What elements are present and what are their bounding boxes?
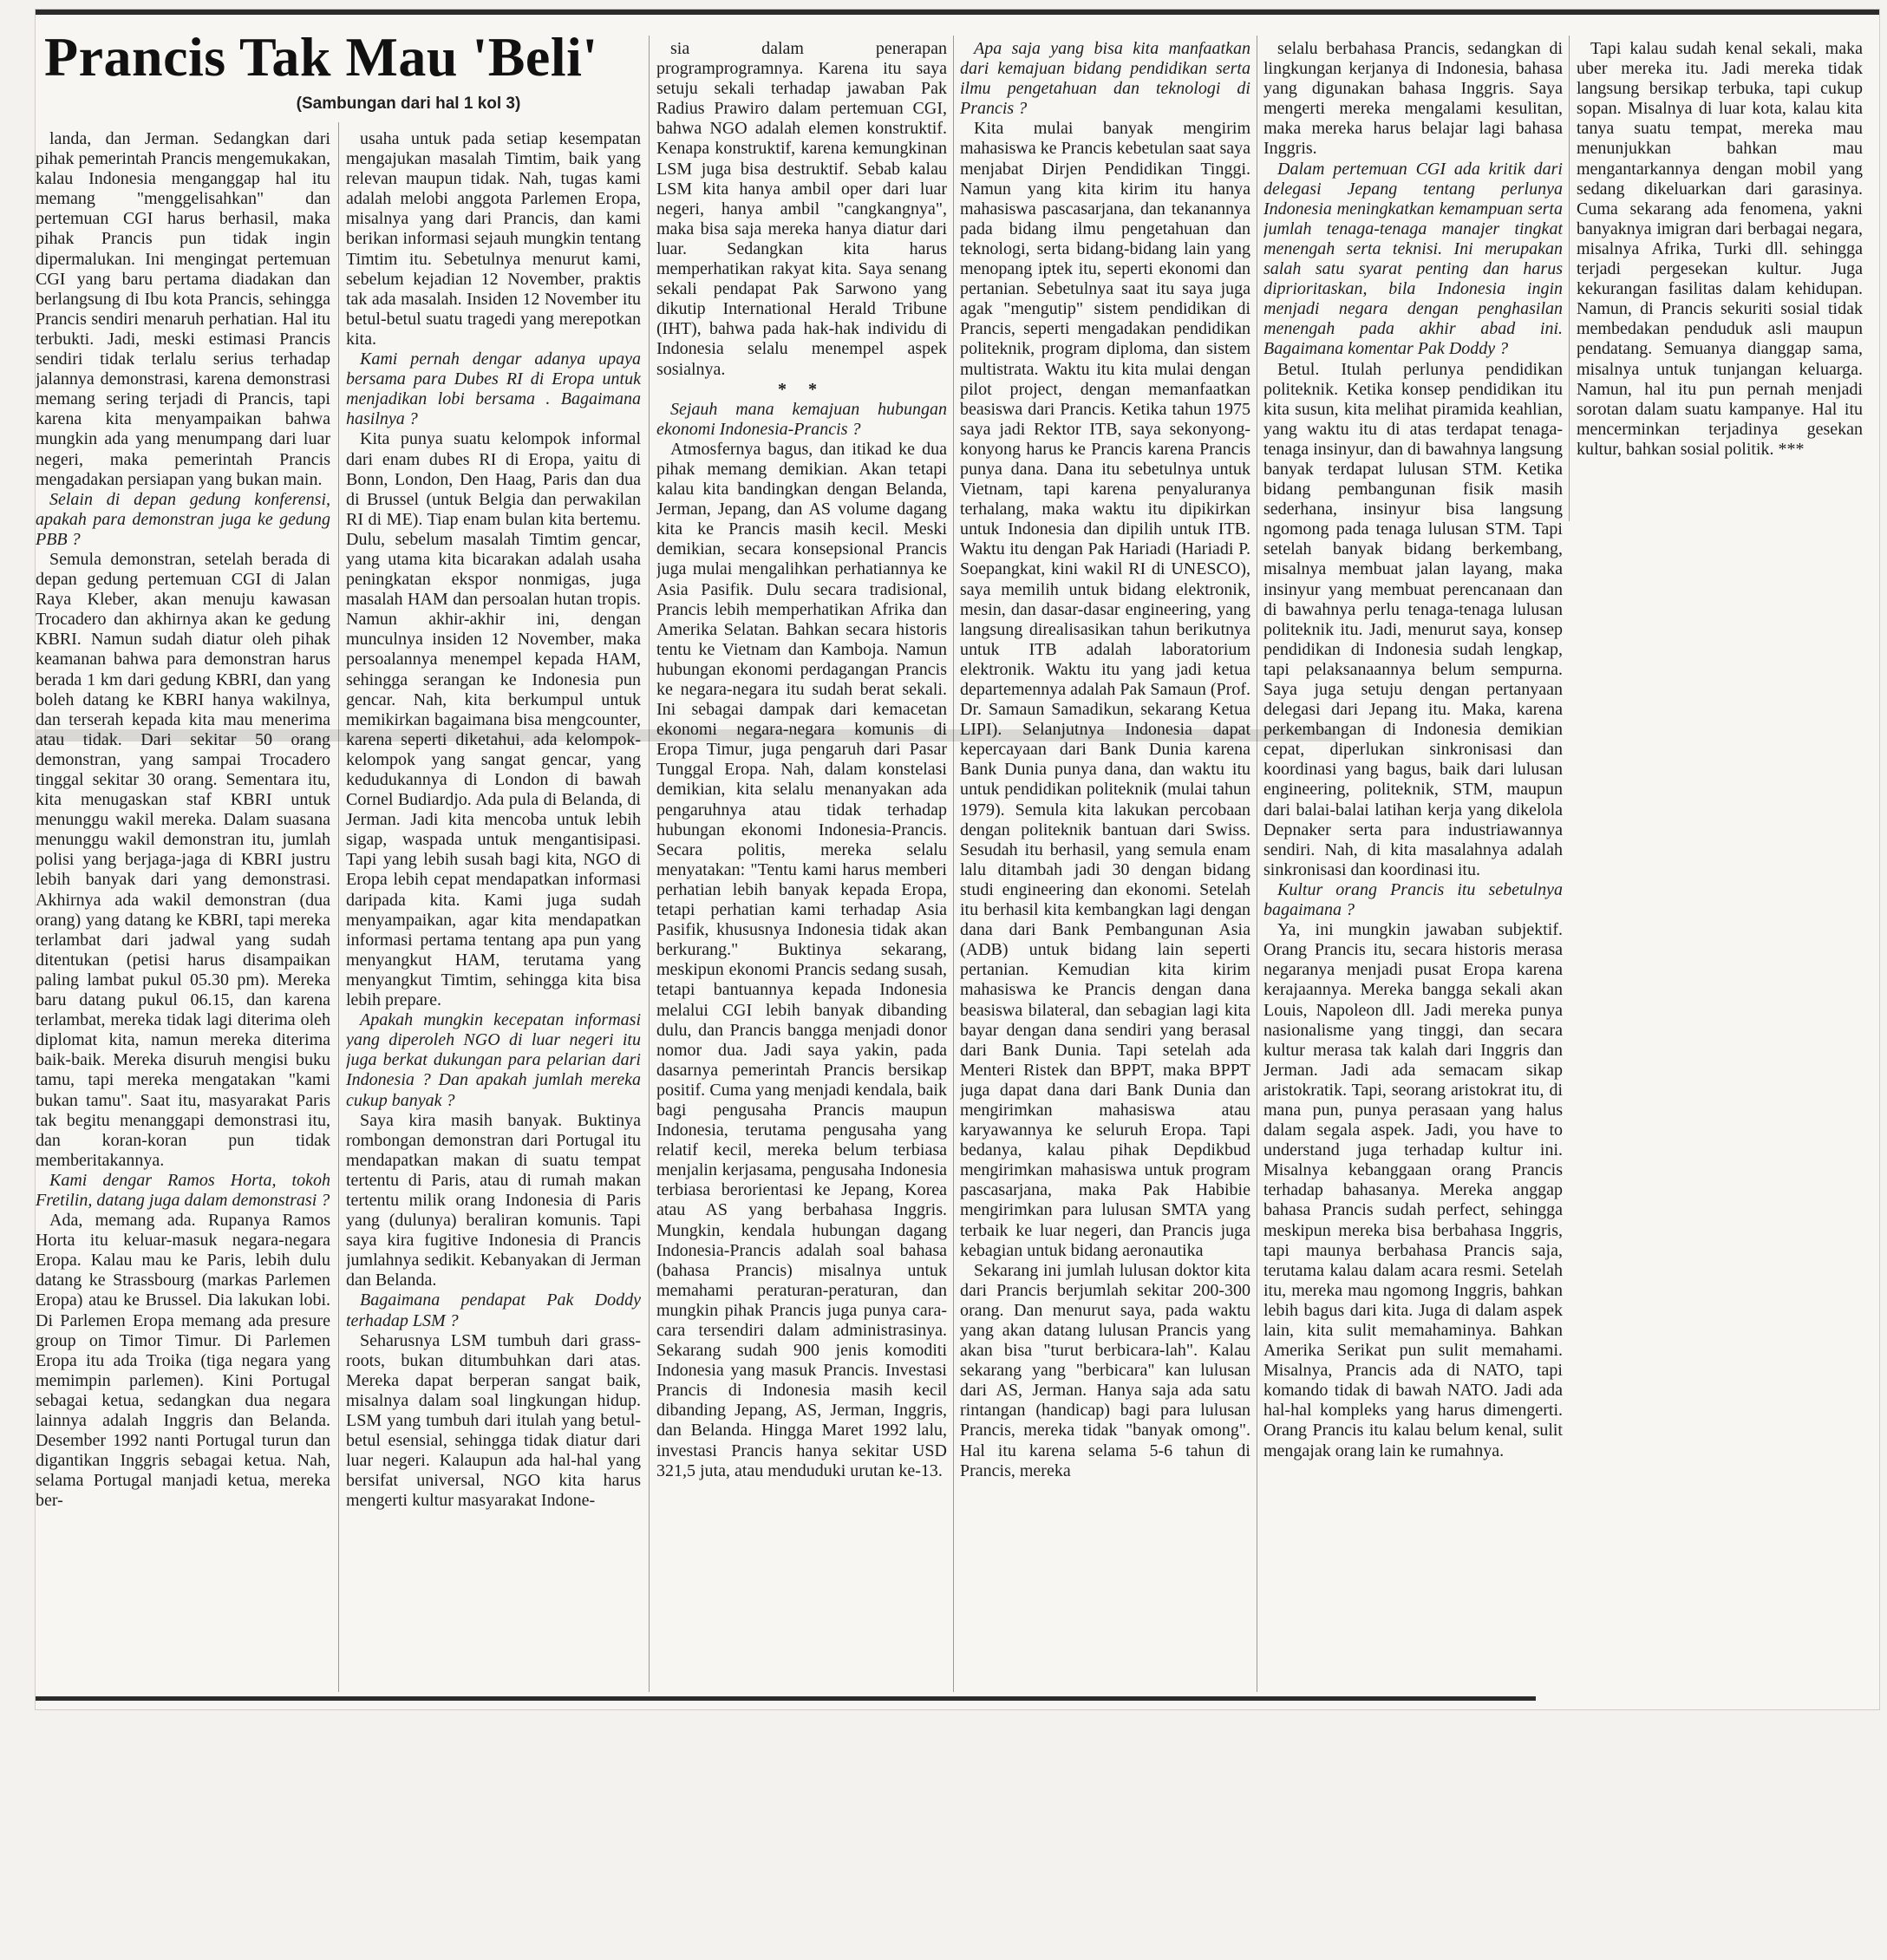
paragraph: sia dalam penerapan programprogramnya. Karena itu saya setuju sekali terhadap jawaban Pak Radius Prawiro dalam pertemuan CGI, bahwa NGO adalah elemen konstruktif. Kenapa konstruktif, karena kemungkinan LSM juga bisa destruktif. Sebab kalau LSM kita hanya ambil oper dari luar negeri, hanya ambil "cangkangnya", maka bisa saja mereka hanya diatur dari luar. Sedangkan kita harus memperhatikan rakyat kita. Saya senang sekali pendapat Pak Sarwono yang dikutip International Herald Tribune (IHT), bahwa pada hak-hak individu di Indonesia selalu menempel aspek sosialnya. — [656, 39, 947, 379]
paragraph: Kita punya suatu kelompok informal dari enam dubes RI di Eropa, yaitu di Bonn, London, Den Haag, Paris dan dua di Brussel (untuk Belgia dan perwakilan RI di ME). Tiap enam bulan kita bertemu. Dulu, sebelum masalah Timtim gencar, yang utama kita bicarakan adalah usaha peningkatan ekspor nonmigas, juga masalah HAM dan persoalan hutan tropis. Namun akhir-akhir ini, dengan munculnya insiden 12 November, maka persoalannya menempel kepada HAM, sehingga serangan ke Indonesia pun gencar. Nah, kita berkumpul untuk memikirkan bagaimana bisa mengcounter, karena seperti diketahui, ada kelompok-kelompok yang sangat gencar, yang kedudukannya di London di bawah Cornel Budiardjo. Ada pula di Belanda, di Jerman. Jadi kita mencoba untuk lebih sigap, waspada untuk mengantisipasi. Tapi yang lebih susah bagi kita, NGO di Eropa lebih cepat mendapatkan informasi daripada kita. Kami juga sudah menyampaikan, agar kita mendapatkan informasi pertama tentang apa pun yang menyangkut HAM, terutama yang menyangkut Timtim, sehingga kita bisa lebih prepare. — [346, 429, 641, 1010]
paragraph: Seharusnya LSM tumbuh dari grass-roots, bukan ditumbuhkan dari atas. Mereka dapat berperan sangat baik, misalnya dalam soal lingkungan hidup. LSM yang tumbuh dari itulah yang betul-betul esensial, sehingga tidak diatur dari luar negeri. Kalaupun ada hal-hal yang bersifat universal, NGO kita harus mengerti kultur masyarakat Indone- — [346, 1330, 641, 1511]
headline: Prancis Tak Mau 'Beli' — [44, 26, 598, 88]
paragraph: Ya, ini mungkin jawaban subjektif. Orang Prancis itu, secara historis merasa negaranya menjadi pusat Eropa karena kerajaannya. Mereka bangga sekali akan Louis, Napoleon dll. Jadi mereka punya nasionalisme yang tinggi, dan secara kultur merasa tak kalah dari Inggris dan Jerman. Jadi ada semacam sikap aristokratik. Tapi, seorang aristokrat itu, di mana pun, punya perasaan yang halus dalam segala aspek. Jadi, you have to understand juga terhadap kultur ini. Misalnya kebanggaan orang Prancis terhadap bahasanya. Mereka anggap bahasa Prancis sudah perfect, sehingga meskipun mereka bisa berbahasa Inggris, tapi maunya berbahasa Prancis saja, terutama kalau dalam acara resmi. Setelah itu, mereka mau ngomong Inggris, bahkan lebih bagus dari kita. Juga di dalam aspek lain, kita sulit memahaminya. Bahkan Amerika Serikat pun sulit memahami. Misalnya, Prancis ada di NATO, tapi komando tidak di bawah NATO. Jadi ada hal-hal kompleks yang harus dimengerti. Orang Prancis itu kalau belum kenal, sulit mengajak orang lain ke rumahnya. — [1263, 920, 1563, 1460]
article-column-5 — [1263, 39, 1563, 1691]
column-rule — [1569, 36, 1570, 521]
interview-question: Kami pernah dengar adanya upaya bersama para Dubes RI di Eropa untuk menjadikan lobi bersama . Bagaimana hasilnya ? — [346, 350, 641, 429]
paragraph: Saya kira masih banyak. Buktinya rombongan demonstran dari Portugal itu mendapatkan makan di suatu tempat tertentu di Paris, atau di rumah makan tertentu milik orang Indonesia di Paris yang (dulunya) beraliran komunis. Tapi saya kira fugitive Indonesia di Prancis jumlahnya sedikit. Kebanyakan di Jerman dan Belanda. — [346, 1110, 641, 1290]
article-column-2 — [346, 129, 641, 1690]
paragraph: Kita mulai banyak mengirim mahasiswa ke Prancis kebetulan saat saya menjabat Dirjen Pendidikan Tinggi. Namun yang kita kirim itu hanya mahasiswa pascasarjana, dan tekanannya pada bidang ilmu pengetahuan dan teknologi, serta bidang-bidang lain yang menopang iptek itu, seperti ekonomi dan pertanian. Sebetulnya saat itu saya juga agak "mengutip" sistem pendidikan di Prancis, seperti mengadakan pendidikan politeknik, program diploma, dan sistem multistrata. Waktu itu kita mulai dengan pilot project, dengan memanfaatkan beasiswa dari Prancis. Ketika tahun 1975 saya jadi Rektor ITB, saya sekonyong-konyong harus ke Prancis karena Prancis punya dana. Dana itu sebetulnya untuk Vietnam, tapi karena penyaluranya terhalang, maka waktu itu dipikirkan untuk Indonesia dan dipilih untuk ITB. Waktu itu dengan Pak Hariadi (Hariadi P. Soepangkat, kini wakil RI di UNESCO), saya memilih untuk bidang elektronik, mesin, dan dasar-dasar engineering, yang langsung direalisasikan tahun berikutnya untuk ITB adalah laboratorium elektronik. Waktu itu yang jadi ketua departemennya adalah Pak Samaun (Prof. Dr. Samaun Samadikun, sekarang Ketua LIPI). Selanjutnya Indonesia dapat kepercayaan dari Bank Dunia karena Bank Dunia punya dana, dan waktu itu untuk pendidikan politeknik (mulai tahun 1979). Semula kita lakukan percobaan dengan politeknik bantuan dari Swiss. Sesudah itu berhasil, yang semula enam lalu ditambah jadi 30 dengan bidang studi engineering dan ekonomi. Setelah itu berhasil kita kembangkan lagi dengan dana dari Bank Pembangunan Asia (ADB) untuk bidang lain seperti pertanian. Kemudian kita kirim mahasiswa ke Prancis dengan dana beasiswa bilateral, dan sebagian lagi kita bayar dengan dana sendiri yang berasal dari Bank Dunia. Tapi setelah ada Menteri Ristek dan BPPT, maka BPPT juga dapat dana dari Bank Dunia dan mengirimkan mahasiswa atau karyawannya ke seluruh Eropa. Tapi bedanya, kalau pihak Depdikbud mengirimkan mahasiswa untuk program pascasarjana, maka Pak Habibie mengirimkan para lulusan SMTA yang terbaik ke luar negeri, dan Prancis juga kebagian untuk bidang aeronautika — [960, 119, 1250, 1260]
paragraph: Atmosfernya bagus, dan itikad ke dua pihak memang demikian. Akan tetapi kalau kita bandingkan dengan Belanda, Jerman, Jepang, dan AS volume dagang kita ke Prancis masih kecil. Meski demikian, secara konsepsional Prancis juga mulai mengalihkan perhatiannya ke Asia Pasifik. Dulu secara tradisional, Prancis lebih memperhatikan Afrika dan Amerika Selatan. Bahkan secara historis tentu ke Vietnam dan Kamboja. Namun hubungan ekonomi perdagangan Prancis ke negara-negara itu sudah berat sekali. Ini sebagai dampak dari kemacetan ekonomi negara-negara komunis di Eropa Timur, juga pengaruh dari Pasar Tunggal Eropa. Nah, dalam konstelasi demikian, kita selalu menanyakan ada pengaruhnya atau tidak terhadap hubungan ekonomi Indonesia-Prancis. Secara politis, mereka selalu menyatakan: "Tentu kami harus memberi perhatian lebih banyak kepada Eropa, tetapi perhatian kami terhadap Asia Pasifik, khususnya Indonesia tidak akan berkurang." Buktinya sekarang, meskipun ekonomi Prancis sedang susah, tetapi bantuannya kepada Indonesia melalui CGI lebih banyak dibanding dulu, dan Prancis bangga menjadi donor nomor dua. Jadi saya yakin, pada dasarnya pemerintah Prancis bersikap positif. Cuma yang menjadi kendala, baik bagi pengusaha Prancis maupun Indonesia, terutama pengusaha yang relatif kecil, mereka belum terbiasa menjalin kerjasama, pengusaha Indonesia terbiasa berorientasi ke Jepang, Korea atau AS yang berbahasa Inggris. Mungkin, kendala hubungan dagang Indonesia-Prancis adalah soal bahasa (bahasa Prancis) misalnya untuk memahami peraturan-peraturan, dan mungkin pihak Prancis juga punya cara-cara tersendiri dalam administrasinya. Sekarang sudah 900 jenis komoditi Indonesia yang masuk Prancis. Investasi Prancis di Indonesia masih kecil dibanding Jepang, AS, Jerman, Inggris, dan Belanda. Hingga Maret 1992 lalu, investasi Prancis hanya sekitar USD 321,5 juta, atau menduduki urutan ke-13. — [656, 439, 947, 1480]
paragraph: Sekarang ini jumlah lulusan doktor kita dari Prancis berjumlah sekitar 200-300 orang. Dan menurut saya, pada waktu yang akan datang lulusan Prancis yang akan bisa "turut berbicara-lah". Kalau sekarang yang "berbicara" kan lulusan dari AS, Jerman. Hanya saja ada satu rintangan (handicap) bagi para lulusan Prancis, mereka tidak "banyak omong". Hal itu karena selama 5-6 tahun di Prancis, mereka — [960, 1260, 1250, 1480]
column-rule — [953, 36, 954, 1692]
column-rule — [338, 122, 339, 1692]
interview-question: Apakah mungkin kecepatan informasi yang diperoleh NGO di luar negeri itu juga berkat dukungan para pelarian dari Indonesia ? Dan apakah jumlah mereka cukup banyak ? — [346, 1010, 641, 1110]
paper-fold-shadow — [36, 729, 1336, 742]
interview-question: Bagaimana pendapat Pak Doddy terhadap LSM ? — [346, 1290, 641, 1330]
interview-question: Apa saja yang bisa kita manfaatkan dari kemajuan bidang pendidikan serta ilmu pengetahuan dan teknologi di Prancis ? — [960, 39, 1250, 119]
interview-question: Dalam pertemuan CGI ada kritik dari delegasi Jepang tentang perlunya Indonesia meningkatkan kemampuan serta jumlah tenaga-tenaga manajer tingkat menengah serta teknisi. Ini merupakan salah satu syarat penting dan harus diprioritaskan, bila Indonesia ingin menjadi negara dengan penghasilan menengah pada akhir abad ini. Bagaimana komentar Pak Doddy ? — [1263, 159, 1563, 359]
column-rule — [649, 36, 650, 1692]
article-column-4 — [960, 39, 1250, 1691]
continuation-note: (Sambungan dari hal 1 kol 3) — [296, 95, 521, 113]
interview-question: Kultur orang Prancis itu sebetulnya bagaimana ? — [1263, 879, 1563, 920]
article-column-1 — [36, 129, 330, 1690]
newspaper-clipping — [35, 9, 1880, 1710]
paragraph: Betul. Itulah perlunya pendidikan politeknik. Ketika konsep pendidikan itu kita susun, kita melihat piramida keahlian, yang waktu itu di atas terdapat tenaga-tenaga insinyur, dan di bawahnya langsung banyak terdapat lulusan STM. Ketika bidang pembangunan fisik masih sederhana, insinyur bisa langsung ngomong pada tenaga lulusan STM. Tapi setelah banyak bidang berkembang, misalnya membuat jalan layang, maka insinyur yang membuat perencanaan dan di bawahnya perlu tenaga-tenaga lulusan politeknik itu. Jadi, menurut saya, konsep pendidikan di Indonesia sudah lengkap, tapi pelaksanaannya belum sempurna. Saya juga setuju dengan pertanyaan delegasi dari Jepang itu. Maka, karena perkembangan di Indonesia demikian cepat, diperlukan sinkronisasi dan koordinasi yang bagus, baik dari lulusan engineering, politeknik, STM, maupun dari balai-balai latihan kerja yang dikelola Depnaker serta para industriawannya sendiri. Nah, di kita masalahnya adalah sinkronisasi dan koordinasi itu. — [1263, 359, 1563, 879]
paragraph: usaha untuk pada setiap kesempatan mengajukan masalah Timtim, baik yang relevan maupun tidak. Nah, tugas kami adalah melobi anggota Parlemen Eropa, misalnya yang dari Prancis, dan kami berikan informasi sejauh mungkin tentang Timtim itu. Sebetulnya menurut kami, sebelum kejadian 12 November, praktis tak ada masalah. Insiden 12 November itu betul-betul suatu tragedi yang merepotkan kita. — [346, 129, 641, 349]
paragraph: landa, dan Jerman. Sedangkan dari pihak pemerintah Prancis mengemukakan, kalau Indonesia menganggap hal itu memang "menggelisahkan" dan pertemuan CGI harus berhasil, maka pihak Prancis pun tidak ingin dipermalukan. Ini mengingat pertemuan CGI yang baru pertama diadakan dan berlangsung di Ibu kota Prancis, sehingga Prancis sendiri menaruh perhatian. Hal itu terbukti. Jadi, meski estimasi Prancis sendiri tidak terlalu serius terhadap jalannya demonstrasi, karena demonstrasi memang sering terjadi di Prancis, tapi karena kita menyampaikan bahwa mungkin ada yang menumpang dari luar negeri, maka pemerintah Prancis mengadakan persiapan yang bukan main. — [36, 129, 330, 489]
paragraph: Tapi kalau sudah kenal sekali, maka uber mereka itu. Jadi mereka tidak langsung bersikap terbuka, tapi cukup sopan. Misalnya di luar kota, kalau kita tanya suatu tempat, mereka mau menunjukkan bahkan mau mengantarkannya dengan mobil yang sedang dikeluarkan dari garasinya. Cuma sekarang ada fenomena, yakni banyaknya imigran dari berbagai negara, misalnya Afrika, Turki dll. sehingga terjadi pergesekan kultur. Juga kekurangan fasilitas dalam kehidupan. Namun, di Prancis sekuriti sosial tidak membedakan penduduk asli maupun pendatang. Semuanya dianggap sama, misalnya untuk tunjangan keluarga. Namun, hal itu pun pernah menjadi sorotan dalam suatu kampanye. Hal itu mencerminkan terjadinya gesekan kultur, bahkan sosial politik. *** — [1577, 39, 1863, 459]
paragraph: selalu berbahasa Prancis, sedangkan di lingkungan kerjanya di Indonesia, bahasa yang digunakan bahasa Inggris. Saya mengerti mereka mengalami kesulitan, maka mereka harus belajar lagi bahasa Inggris. — [1263, 39, 1563, 159]
interview-question: Sejauh mana kemajuan hubungan ekonomi Indonesia-Prancis ? — [656, 399, 947, 439]
interview-question: Selain di depan gedung konferensi, apakah para demonstran juga ke gedung PBB ? — [36, 489, 330, 549]
bottom-rule — [36, 1696, 1536, 1701]
paragraph: Semula demonstran, setelah berada di depan gedung pertemuan CGI di Jalan Raya Kleber, akan menuju kawasan Trocadero dan akhirnya akan ke gedung KBRI. Namun sudah diatur oleh pihak keamanan bahwa para demonstran harus berada 1 km dari gedung KBRI, dan yang boleh datang ke KBRI hanya wakilnya, dan terserah kepada kita mau menerima atau tidak. Dari sekitar 50 orang demonstran, yang sampai Trocadero tinggal sekitar 30 orang. Sementara itu, kita menugaskan staf KBRI untuk menunggu wakil mereka. Dalam suasana menunggu wakil demonstran itu, jumlah polisi yang berjaga-jaga di KBRI justru lebih banyak dari yang demonstrasi. Akhirnya ada wakil demonstran (dua orang) yang datang ke KBRI, tapi mereka terlambat dari jadwal yang sudah ditentukan (petisi harus disampaikan paling lambat pukul 05.30 pm). Mereka baru datang pukul 06.15, dan karena terlambat, mereka tidak lagi diterima oleh diplomat kita, namun mereka diterima baik-baik. Mereka disuruh mengisi buku tamu, tapi mereka mengatakan "kami bukan tamu". Saat itu, masyarakat Paris tak begitu menanggapi demonstrasi itu, dan koran-koran pun tidak memberitakannya. — [36, 549, 330, 1170]
interview-question: Kami dengar Ramos Horta, tokoh Fretilin, datang juga dalam demonstrasi ? — [36, 1170, 330, 1210]
paragraph: Ada, memang ada. Rupanya Ramos Horta itu keluar-masuk negara-negara Eropa. Kalau mau ke Paris, lebih dulu datang ke Strassbourg (markas Parlemen Eropa) atau ke Brussel. Dia lakukan lobi. Di Parlemen Eropa memang ada presure group on Timor Timur. Di Parlemen Eropa itu ada Troika (tiga negara yang memimpin parlemen). Kini Portugal sebagai ketua, sedangkan dua negara lainnya adalah Inggris dan Belanda. Desember 1992 nanti Portugal turun dan digantikan Inggris sebagai ketua. Nah, selama Portugal manjadi ketua, mereka ber- — [36, 1211, 330, 1511]
article-column-6 — [1577, 39, 1863, 507]
section-separator: * * — [778, 379, 826, 399]
article-column-3 — [656, 39, 947, 1691]
